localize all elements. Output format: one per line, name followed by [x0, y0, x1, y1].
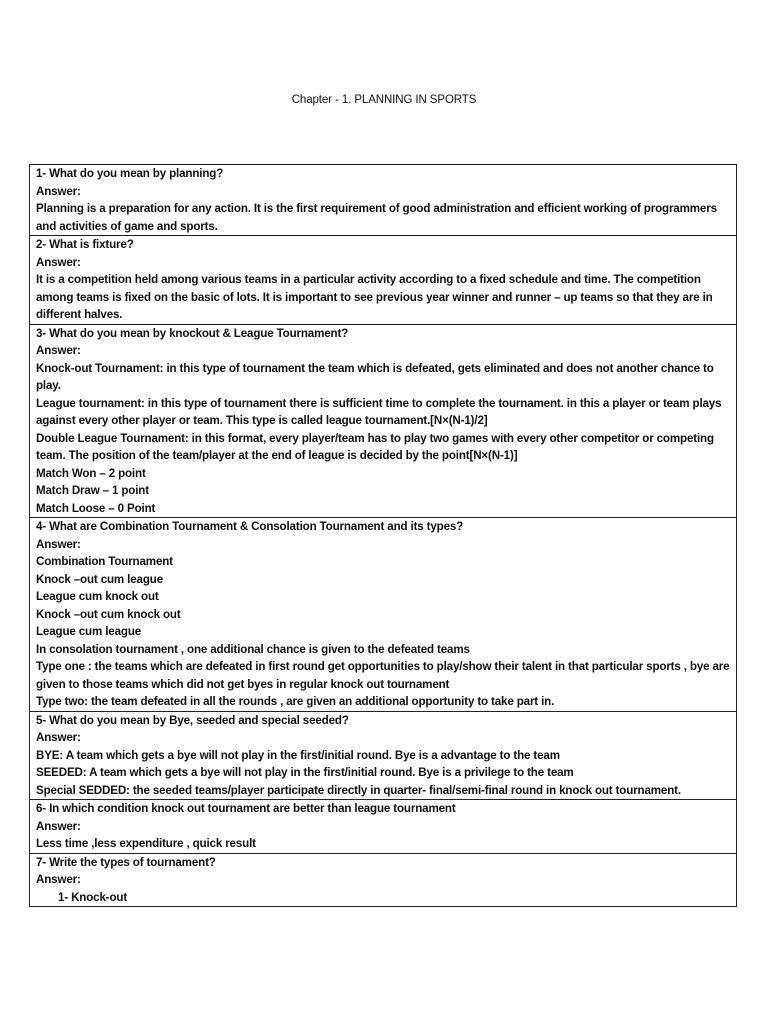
qa-cell-3: [30, 324, 737, 518]
answer-5-line-3: Special SEDDED: the seeded teams/player participate directly in quarter- final/semi-final round in knock out tournament.: [36, 783, 681, 797]
question-5: 5- What do you mean by Bye, seeded and special seeded?: [36, 713, 349, 727]
answer-3-line-2: League tournament: in this type of tournament there is sufficient time to complete the tournament. in this a player or team plays against every other player or team. This type is called league tournament.[N×(N-1)/2]: [36, 396, 722, 427]
qa-cell-7: [30, 853, 737, 907]
answer-label-7: Answer:: [36, 873, 81, 886]
answer-4-line-3: League cum knock out: [36, 590, 159, 603]
qa-cell-1: [30, 165, 737, 236]
qa-cell-5: [30, 711, 737, 800]
answer-4-line-5: League cum league: [36, 625, 142, 638]
question-6: 6- In which condition knock out tournament are better than league tournament: [36, 802, 456, 815]
question-7: 7- Write the types of tournament?: [36, 855, 216, 869]
qa-cell-6: [30, 800, 737, 854]
answer-4-line-6: In consolation tournament , one additional chance is given to the defeated teams: [36, 642, 470, 656]
question-1: 1- What do you mean by planning?: [36, 167, 224, 180]
answer-label-6: Answer:: [36, 819, 81, 833]
qa-row-5: [30, 711, 737, 800]
answer-7-list-item-1: 1- Knock-out: [58, 890, 128, 904]
answer-4-line-2: Knock –out cum league: [36, 572, 163, 586]
qa-cell-2: [30, 236, 737, 325]
answer-3-line-3: Double League Tournament: in this format, every player/team has to play two games with every other competitor or competing team. The position of the team/player at the end of league is decided by the point[N×(N-1)]: [36, 431, 714, 462]
qa-cell-4: [30, 518, 737, 712]
qa-row-1: [30, 165, 737, 236]
answer-1-line-1: Planning is a preparation for any action. It is the first requirement of good administration and efficient working of programmers and activities of game and sports.: [36, 202, 717, 233]
answer-3-line-1: Knock-out Tournament: in this type of tournament the team which is defeated, gets eliminated and does not another chance to play.: [36, 361, 714, 392]
question-2: 2- What is fixture?: [36, 238, 134, 251]
page-title: Chapter - 1. PLANNING IN SPORTS: [291, 94, 477, 106]
qa-table: [29, 164, 737, 907]
answer-3-line-4: Match Won – 2 point: [36, 466, 146, 480]
answer-label-1: Answer:: [36, 184, 81, 198]
answer-3-line-5: Match Draw – 1 point: [36, 484, 149, 497]
answer-label-5: Answer:: [36, 731, 81, 744]
question-4: 4- What are Combination Tournament & Consolation Tournament and its types?: [36, 520, 464, 533]
answer-label-3: Answer:: [36, 344, 81, 357]
answer-4-line-7: Type one : the teams which are defeated in first round get opportunities to play/show their talent in that particular sports , bye are given to those teams which did not get byes in regular knock out tournament: [36, 660, 730, 691]
answer-4-line-8: Type two: the team defeated in all the rounds , are given an additional opportunity to take part in.: [36, 695, 555, 708]
answer-6-line-1: Less time ,less expenditure , quick result: [36, 837, 256, 850]
answer-4-line-4: Knock –out cum knock out: [36, 607, 181, 621]
qa-row-6: [30, 800, 737, 854]
qa-row-4: [30, 518, 737, 712]
qa-row-7: [30, 853, 737, 907]
answer-label-2: Answer:: [36, 255, 81, 269]
answer-3-line-6: Match Loose – 0 Point: [36, 501, 156, 515]
qa-row-2: [30, 236, 737, 325]
question-3: 3- What do you mean by knockout & League Tournament?: [36, 326, 349, 340]
qa-row-3: [30, 324, 737, 518]
answer-5-line-1: BYE: A team which gets a bye will not play in the first/initial round. Bye is a advantage to the team: [36, 748, 560, 762]
answer-5-line-2: SEEDED: A team which gets a bye will not play in the first/initial round. Bye is a privilege to the team: [36, 766, 574, 779]
answer-4-line-1: Combination Tournament: [36, 555, 173, 568]
answer-label-4: Answer:: [36, 537, 81, 551]
answer-2-line-1: It is a competition held among various teams in a particular activity according to a fixed schedule and time. The competition among teams is fixed on the basic of lots. It is important to see previous year winner and runner – up teams so that they are in different halves.: [36, 273, 713, 321]
